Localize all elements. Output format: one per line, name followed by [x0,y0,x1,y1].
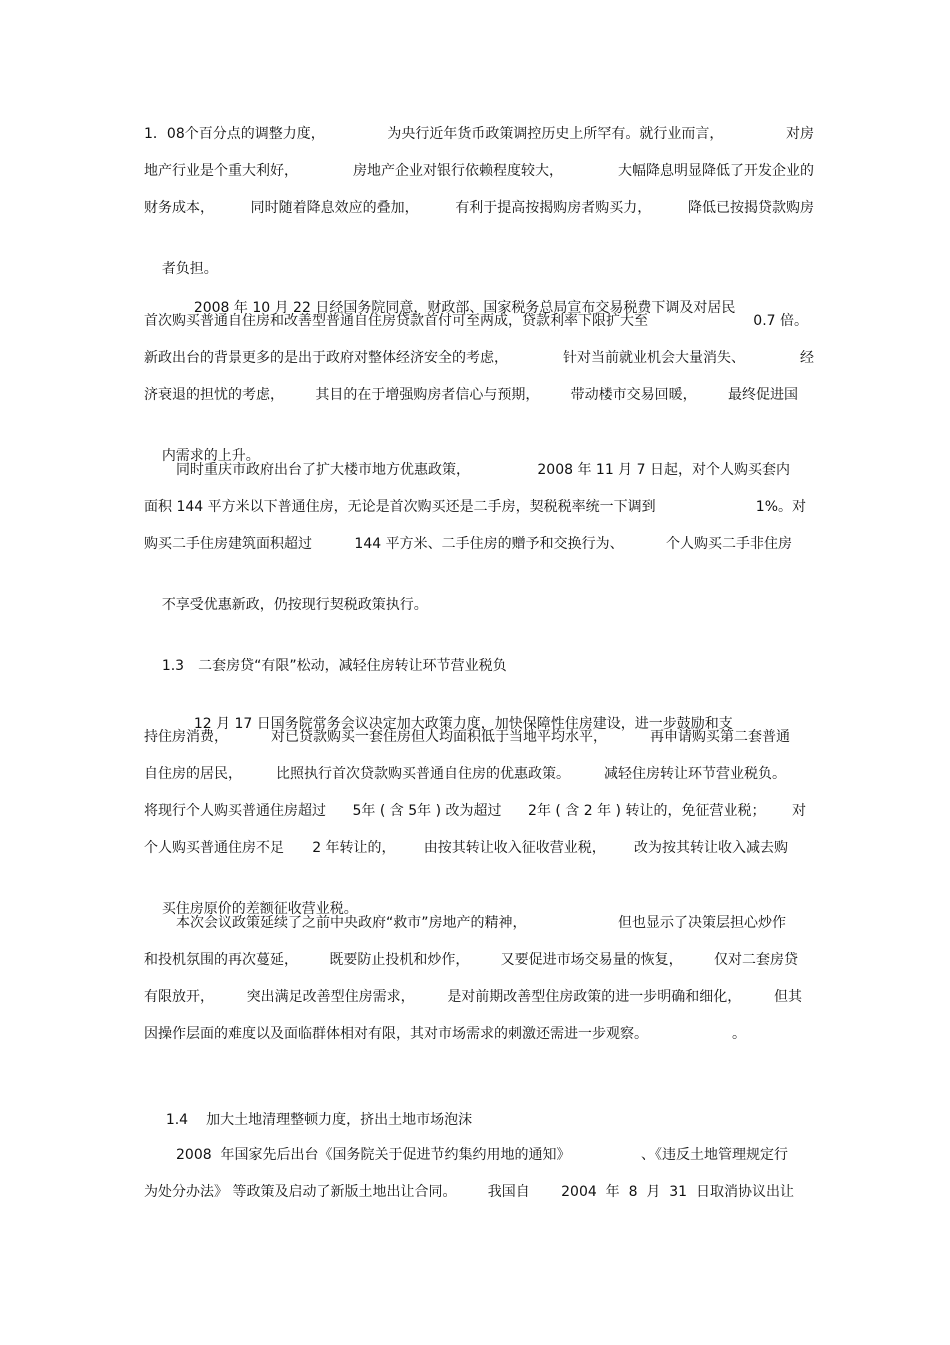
text-line [144,420,814,464]
text-line [144,1180,794,1204]
text-line [176,1143,788,1167]
text-segment: 是对前期改善型住房政策的进一步明确和细化， [447,989,742,1005]
text-line [144,836,788,860]
text-segment: 、《违反土地管理规定行 [641,1147,788,1163]
text-segment: 仅对二套房贷 [713,952,798,968]
text-segment: 经 [800,350,814,366]
text-segment: 对已贷款购买一套住房但人均面积低于当地平均水平， [271,729,607,745]
text-line [144,985,802,1009]
text-line [144,948,798,972]
section-heading-1-3 [144,630,814,674]
text-segment: 为处分办法》 等政策及启动了新版土地出让合同。 [144,1184,457,1200]
section-number: 1.3 [161,658,185,674]
text-segment: 本次会议政策延续了之前中央政府“救市”房地产的精神， [176,915,527,931]
text-segment: 者负担。 [161,261,218,277]
text-segment: 将现行个人购买普通住房超过 [144,803,326,819]
text-segment: 首次购买普通自住房和改善型普通自住房贷款首付可至两成，贷款利率下限扩大至 [144,313,648,329]
section-number: 1.4 [165,1112,189,1128]
text-segment: 面积 144 平方米以下普通住房，无论是首次购买还是二手房，契税税率统一下调到 [144,499,656,515]
text-line [144,873,814,917]
text-line [144,725,790,749]
text-segment: 自住房的居民， [144,766,242,782]
text-segment: 有限放开， [144,989,214,1005]
text-segment: 减轻住房转让环节营业税负。 [604,766,786,782]
text-segment: 既要防止投机和炒作， [329,952,470,968]
text-segment: 5年 ( 含 5年 ) 改为超过 [352,803,502,819]
text-segment: 为央行近年货币政策调控历史上所罕有。就行业而言， [387,126,724,142]
text-segment: 持住房消费， [144,729,228,745]
text-segment: 改为按其转让收入减去购 [633,840,788,856]
text-segment: 2008 年 10 月 22 日经国务院同意，财政部、国家税务总局宣布交易税费下调及对居民 [193,300,736,316]
text-segment: 新政出台的背景更多的是出于政府对整体经济安全的考虑， [144,350,508,366]
text-segment: 买住房原价的差额征收营业税。 [161,901,358,917]
text-segment: 但也显示了决策层担心炒作 [618,915,786,931]
text-segment: 2008 年 11 月 7 日起，对个人购买套内 [537,462,790,478]
text-line [144,159,814,183]
text-segment: 因操作层面的难度以及面临群体相对有限，其对市场需求的刺激还需进一步观察。 [144,1026,648,1042]
text-segment: 济衰退的担忧的考虑， [144,387,284,403]
text-line [144,569,814,613]
text-segment: 2008 年国家先后出台《国务院关于促进节约集约用地的通知》 [176,1147,571,1163]
text-segment: 不享受优惠新政，仍按现行契税政策执行。 [161,597,428,613]
text-segment: 大幅降息明显降低了开发企业的 [618,163,814,179]
text-segment: 带动楼市交易回暖， [570,387,697,403]
text-line [144,309,808,333]
section-title: 加大土地清理整顿力度，挤出土地市场泡沫 [206,1112,473,1128]
text-segment: 1．08个百分点的调整力度， [144,126,325,142]
text-line [176,911,786,935]
text-segment: 对 [792,803,806,819]
text-segment: 0.7 倍。 [753,313,808,329]
text-segment: 2004 年 8 月 31 日取消协议出让 [561,1184,794,1200]
section-heading-1-4 [148,1084,818,1128]
text-segment: 有利于提高按揭购房者购买力， [455,200,652,216]
text-line [144,762,786,786]
text-segment: 再申请购买第二套普通 [650,729,790,745]
text-line [176,272,846,316]
text-line [176,688,846,732]
text-segment: 和投机氛围的再次蔓延， [144,952,298,968]
text-line [144,233,814,277]
text-segment: 由按其转让收入征收营业税， [423,840,606,856]
text-segment: 财务成本， [144,200,214,216]
text-line [144,1022,746,1046]
text-line [144,346,814,370]
section-title: 二套房贷“有限”松动，减轻住房转让环节营业税负 [198,658,507,674]
text-segment: 购买二手住房建筑面积超过 [144,536,312,552]
text-segment: 降低已按揭贷款购房 [687,200,814,216]
text-segment: 地产行业是个重大利好， [144,163,298,179]
text-segment: 。 [732,1026,746,1042]
text-segment: 2年 ( 含 2 年 ) 转让的，免征营业税； [528,803,766,819]
text-segment: 比照执行首次贷款购买普通自住房的优惠政策。 [276,766,570,782]
text-segment: 同时重庆市政府出台了扩大楼市地方优惠政策， [176,462,470,478]
text-line [144,799,806,823]
text-segment: 内需求的上升。 [161,448,260,464]
text-segment: 144 平方米、二手住房的赠予和交换行为、 [354,536,624,552]
text-line [144,383,798,407]
text-segment: 1%。对 [755,499,806,515]
text-segment: 但其 [773,989,802,1005]
text-segment: 突出满足改善型住房需求， [246,989,415,1005]
text-segment: 最终促进国 [727,387,798,403]
text-line [144,196,814,220]
text-segment: 又要促进市场交易量的恢复， [500,952,683,968]
text-segment: 对房 [785,126,814,142]
text-segment: 我国自 [487,1184,530,1200]
text-line [144,532,792,556]
text-segment: 个人购买普通住房不足 [144,840,284,856]
text-segment: 房地产企业对银行依赖程度较大， [353,163,563,179]
text-segment: 针对当前就业机会大量消失、 [563,350,745,366]
text-line [144,495,806,519]
text-segment: 2 年转让的， [312,840,396,856]
text-segment: 12 月 17 日国务院常务会议决定加大政策力度，加快保障性住房建设，进一步鼓励和支 [193,716,733,732]
text-segment: 同时随着降息效应的叠加， [250,200,419,216]
text-line [176,458,790,482]
text-segment: 个人购买二手非住房 [665,536,792,552]
text-segment: 其目的在于增强购房者信心与预期， [315,387,540,403]
text-line [144,122,814,146]
